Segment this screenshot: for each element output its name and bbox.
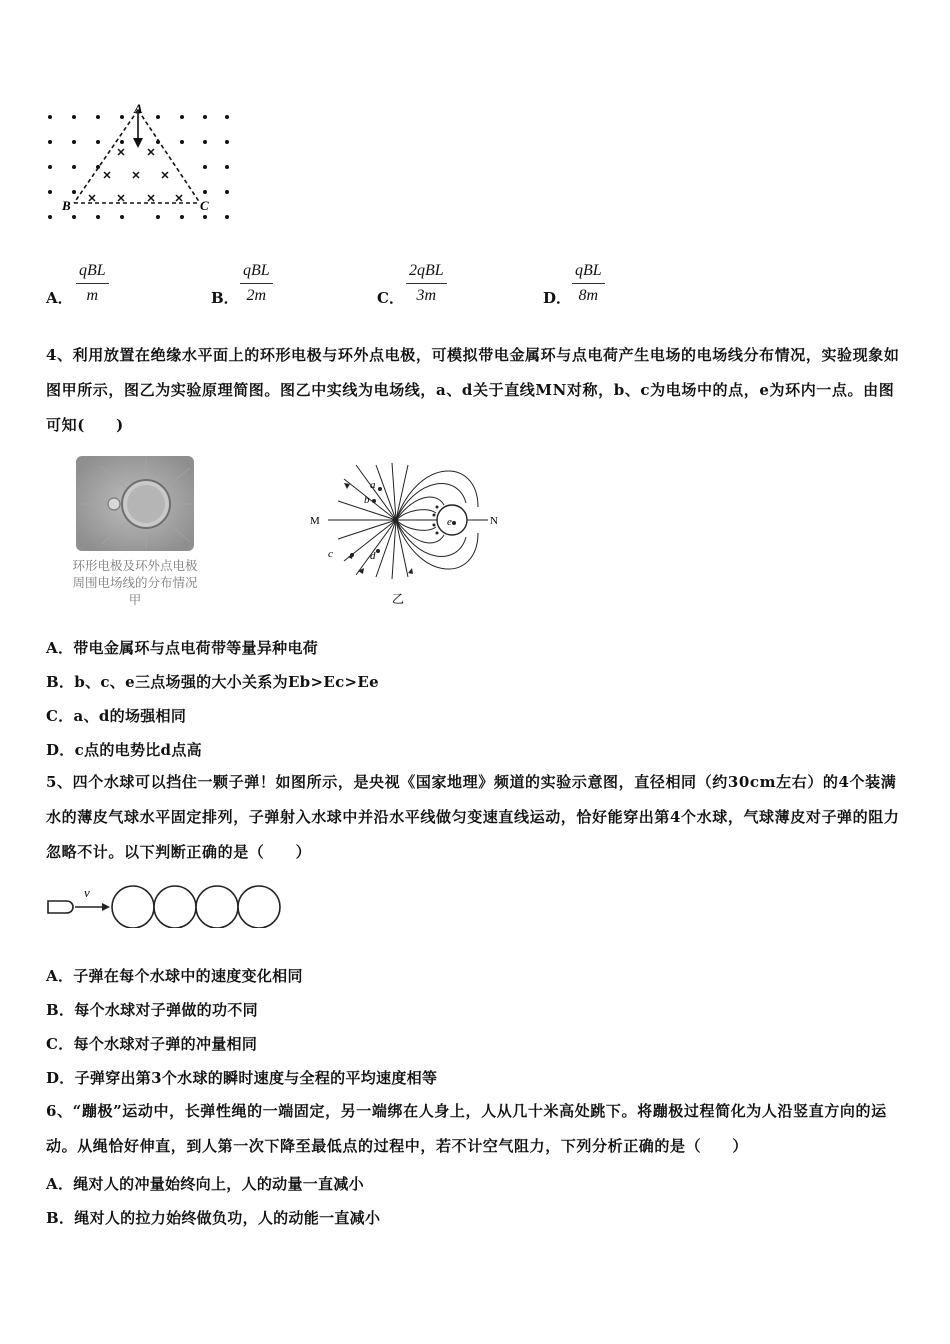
label-n: N (490, 515, 498, 527)
q3-option-a-fraction: qBL m (76, 262, 109, 305)
label-d: d (370, 550, 376, 562)
label-b: b (364, 494, 370, 506)
water-balloons (112, 886, 280, 928)
label-a: A (134, 101, 143, 116)
q4-option-d: D．c点的电势比d点高 (46, 741, 202, 759)
metal-ring (437, 505, 467, 535)
q3-option-d-fraction: qBL 8m (572, 262, 605, 305)
diagram-caption: 乙 (392, 592, 405, 606)
q4-option-c: C．a、d的场强相同 (46, 707, 187, 725)
q4-photo (76, 456, 194, 551)
label-e: e (447, 516, 452, 528)
q4-option-b: B．b、c、e三点场强的大小关系为Eb>Ec>Ee (46, 673, 379, 691)
q5-bullet-figure (44, 880, 288, 928)
label-c: c (328, 548, 333, 560)
q6-option-b: B．绳对人的拉力始终做负功，人的动能一直减小 (46, 1209, 381, 1227)
label-m: M (310, 515, 320, 527)
label-b: B (62, 198, 71, 213)
label-a: a (370, 479, 376, 491)
velocity-label: v (84, 885, 90, 900)
q5-option-a: A．子弹在每个水球中的速度变化相同 (46, 967, 303, 985)
label-c: C (200, 198, 209, 213)
q3-option-label-b: B． (211, 289, 239, 307)
q5-option-c: C．每个水球对子弹的冲量相同 (46, 1035, 258, 1053)
point-charge (394, 518, 399, 523)
arrow-head (133, 138, 143, 148)
q6-option-a: A．绳对人的冲量始终向上，人的动量一直减小 (46, 1175, 364, 1193)
q4-photo-caption: 环形电极及环外点电极 周围电场线的分布情况 甲 (72, 558, 198, 607)
q4-field-diagram (308, 457, 508, 607)
q3-field-figure (42, 100, 242, 228)
cross-marks (89, 149, 182, 201)
q5-stem: 5、四个水球可以挡住一颗子弹！如图所示，是央视《国家地理》频道的实验示意图，直径相同（约30cm左右）的4个装满水的薄皮气球水平固定排列，子弹射入水球中并沿水平线做匀变速直线运动，恰好能穿出第4个水球，气球薄皮对子弹的阻力忽略不计。以下判断正确的是（ ） (46, 773, 900, 861)
bullet (48, 901, 73, 913)
q3-option-label-a: A． (46, 289, 73, 307)
arrow-head (102, 903, 110, 911)
q6-stem: 6、“蹦极”运动中，长弹性绳的一端固定，另一端绑在人身上，人从几十米高处跳下。将蹦极过程简化为人沿竖直方向的运动。从绳恰好伸直，到人第一次下降至最低点的过程中，若不计空气阻力，下列分析正确的是（ ） (46, 1102, 887, 1155)
q3-option-c-fraction: 2qBL 3m (406, 262, 447, 305)
triangle-abc (74, 110, 200, 203)
q4-stem: 4、利用放置在绝缘水平面上的环形电极与环外点电极，可模拟带电金属环与点电荷产生电场的电场线分布情况，实验现象如图甲所示，图乙为实验原理简图。图乙中实线为电场线，a、d关于直线MN对称，b、c为电场中的点，e为环内一点。由图可知( ) (46, 346, 900, 434)
q5-option-b: B．每个水球对子弹做的功不同 (46, 1001, 258, 1019)
q3-option-label-c: C． (377, 289, 404, 307)
q3-option-label-d: D． (543, 289, 572, 307)
q4-option-a: A．带电金属环与点电荷带等量异种电荷 (46, 639, 319, 657)
q3-option-b-fraction: qBL 2m (240, 262, 273, 305)
q5-option-d: D．子弹穿出第3个水球的瞬时速度与全程的平均速度相等 (46, 1069, 438, 1087)
